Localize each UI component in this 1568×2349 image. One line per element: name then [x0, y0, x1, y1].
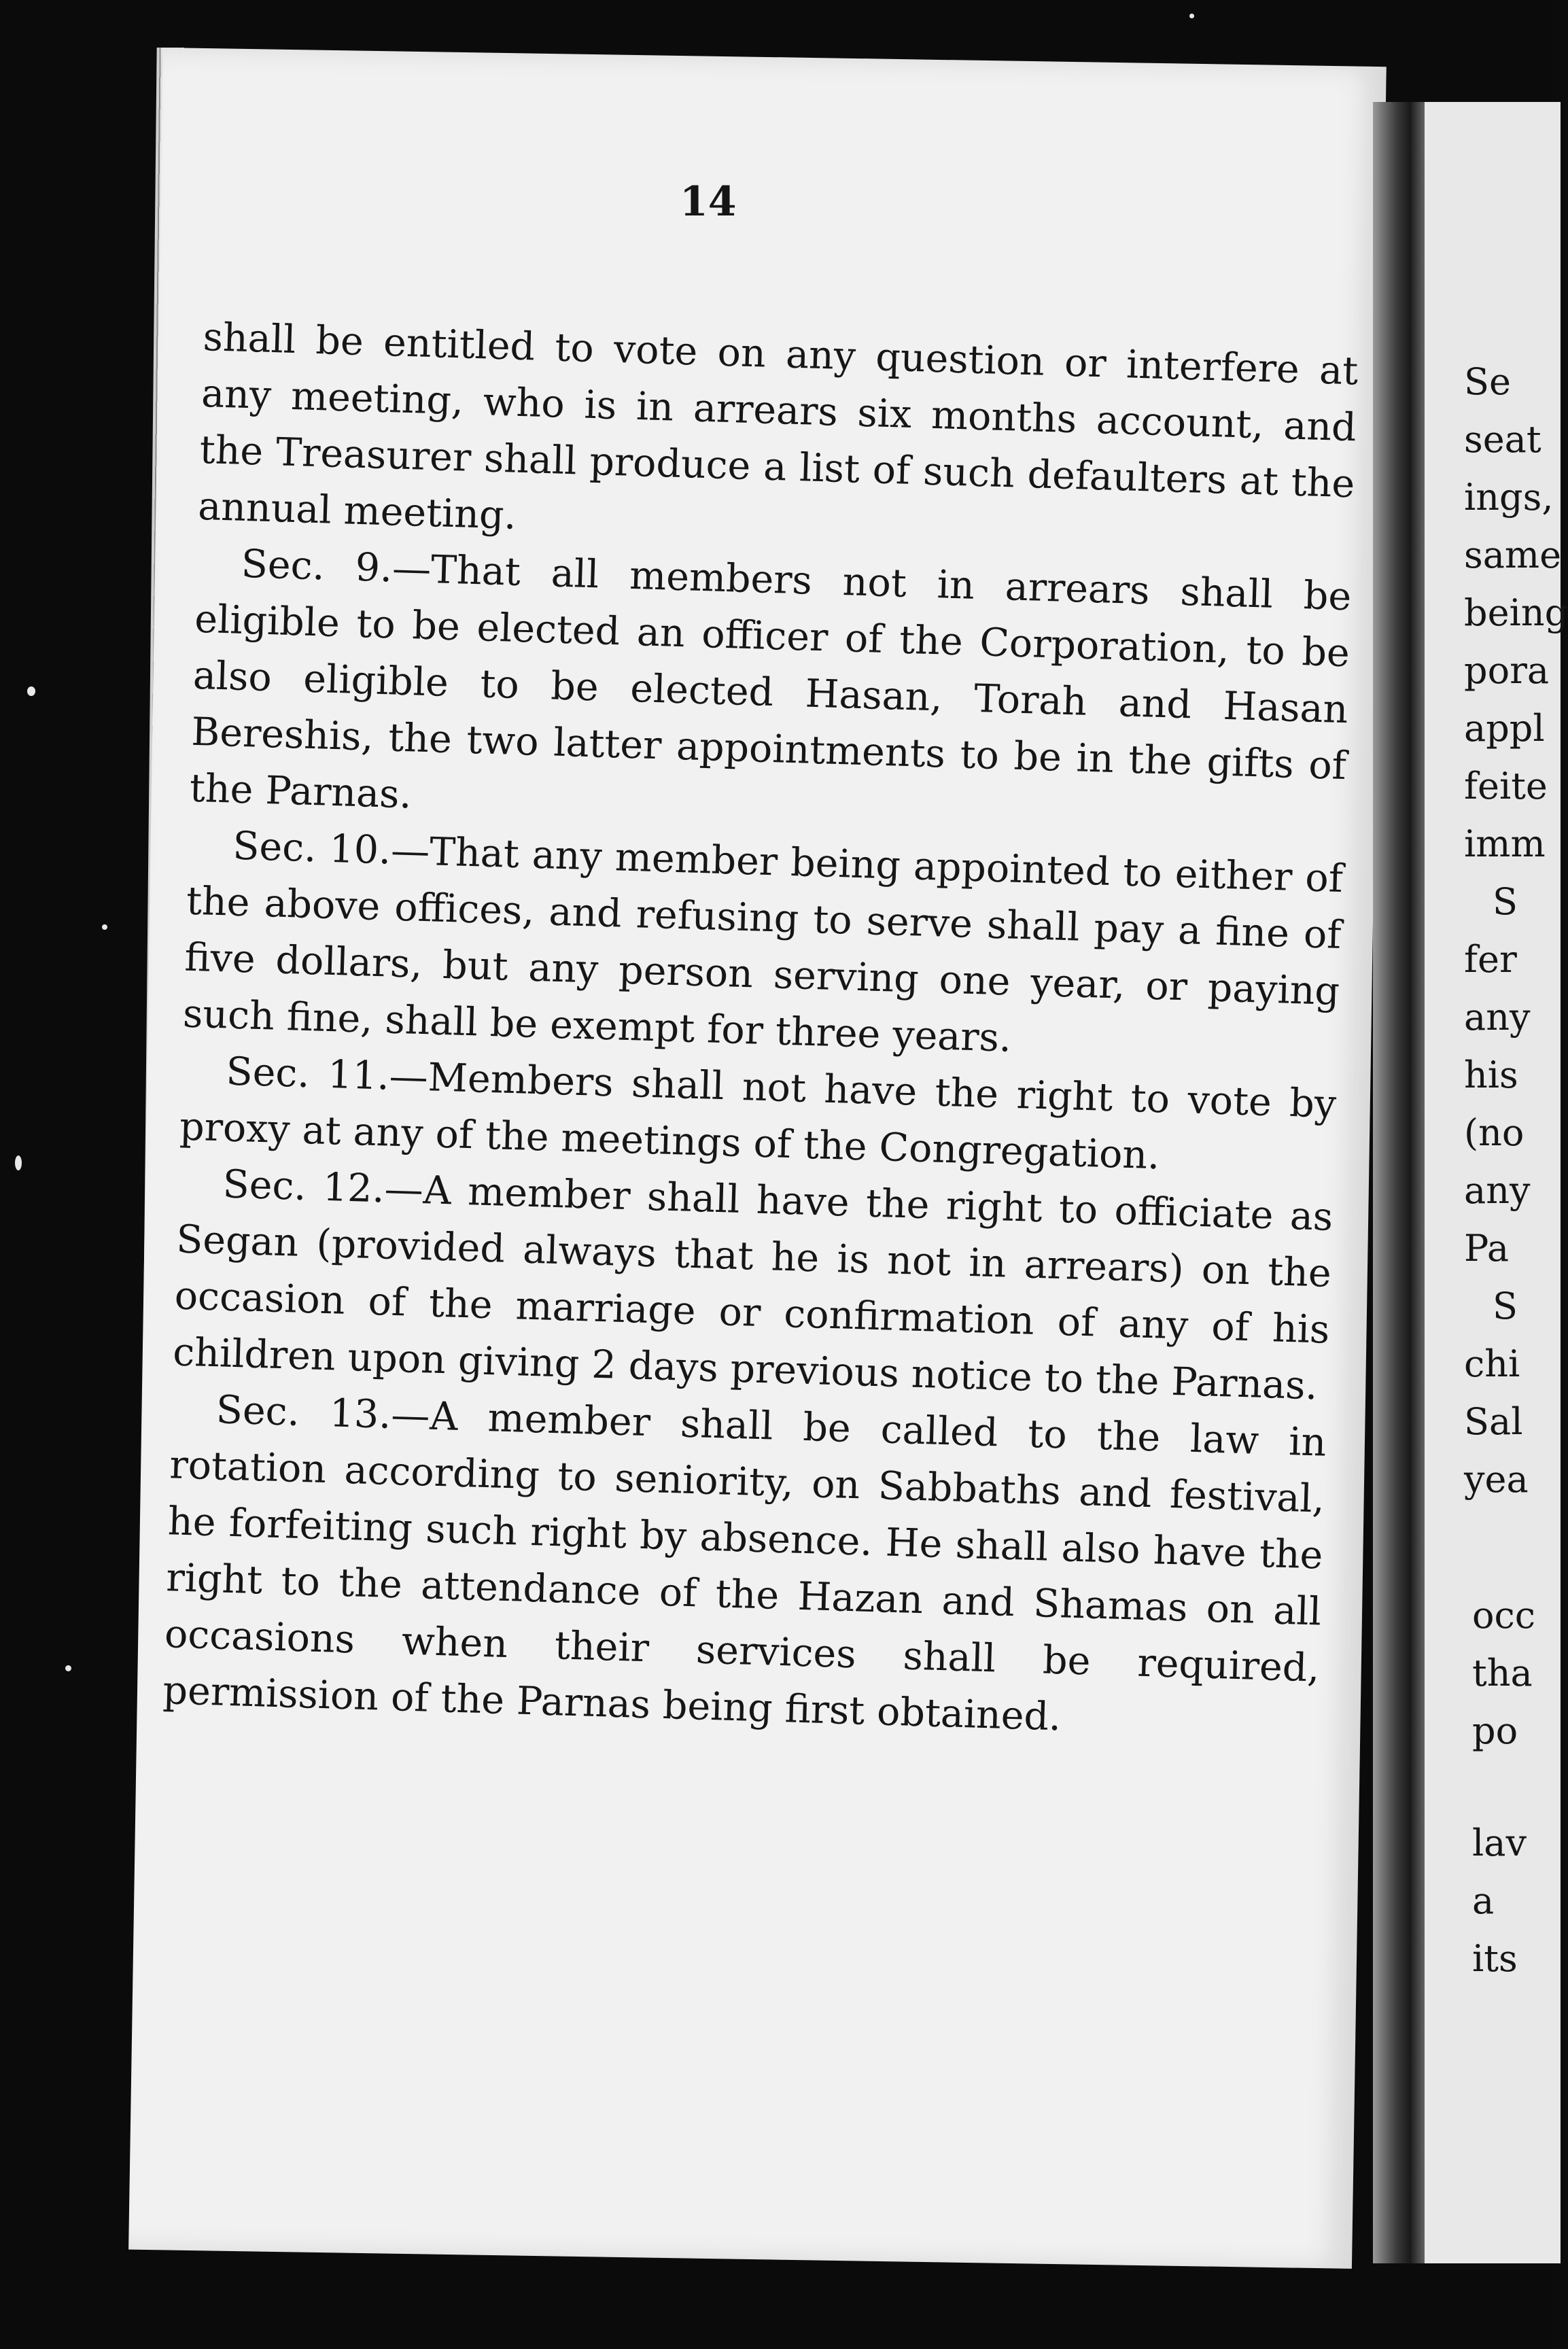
facing-page	[1425, 102, 1568, 2263]
facing-line: appl	[1464, 707, 1545, 750]
facing-line: same	[1464, 534, 1562, 576]
paragraph-sec-12: Sec. 12.—A member shall have the right to officiate as Segan (provided always that he is not in arrears) on the occasion of the marriage or confirmation of any of his children upon giving 2 days previous notice to the Parnas.	[172, 1162, 1334, 1409]
page-number: 14	[680, 178, 737, 226]
facing-line: Sal	[1464, 1400, 1523, 1443]
dust-speck	[27, 686, 35, 696]
dust-speck	[65, 1665, 71, 1671]
facing-line: tha	[1472, 1652, 1533, 1694]
dust-speck	[1189, 14, 1194, 18]
facing-line: Se	[1464, 360, 1511, 403]
facing-line: imm	[1464, 822, 1546, 865]
facing-line: yea	[1464, 1458, 1529, 1501]
paragraph-sec-13: Sec. 13.—A member shall be called to the law in rotation according to seniority, on Sabbaths and festival, he forfeiting such right by absence. He shall also have the right to the attendance of the Hazan and Shamas on all occasions when their services shall be required, permission of the Parnas being first obtained.	[162, 1387, 1327, 1740]
facing-line: any	[1464, 996, 1531, 1039]
facing-line: (no	[1464, 1111, 1525, 1154]
facing-line: occ	[1472, 1594, 1535, 1637]
dust-speck	[102, 924, 107, 930]
facing-line: lav	[1472, 1822, 1527, 1864]
paragraph-sec-11: Sec. 11.—Members shall not have the right to vote by proxy at any of the meetings of the Congregation.	[179, 1049, 1338, 1179]
facing-line: his	[1464, 1054, 1518, 1096]
facing-line: chi	[1464, 1342, 1520, 1385]
dust-speck	[15, 1155, 22, 1170]
facing-line: S	[1493, 1285, 1518, 1327]
facing-line: a	[1472, 1879, 1495, 1922]
book-gutter-shadow	[1373, 102, 1426, 2263]
paragraph-continuation: shall be entitled to vote on any question or interfere at any meeting, who is in arrears six months account, and the Treasurer shall produce a list of such defaulters at the annual meeting.	[197, 314, 1359, 538]
facing-line: fer	[1464, 938, 1517, 981]
facing-line: S	[1493, 880, 1518, 923]
paragraph-sec-9: Sec. 9.—That all members not in arrears shall be eligible to be elected an officer of the Corporation, to be also eligible to be elected Hasan, Torah and Hasan Bereshis, the two latter appointments to be in the gifts of the Parnas.	[189, 541, 1353, 818]
page-body-text	[162, 309, 1359, 1754]
facing-line: feite	[1464, 765, 1548, 807]
facing-line: being	[1464, 591, 1568, 634]
facing-line: any	[1464, 1169, 1531, 1212]
facing-line: its	[1472, 1937, 1518, 1980]
facing-line: ings,	[1464, 476, 1554, 519]
facing-line: po	[1472, 1709, 1518, 1752]
facing-line: seat	[1464, 418, 1541, 461]
paragraph-sec-10: Sec. 10.—That any member being appointed to either of the above offices, and refusing to serve shall pay a fine of five dollars, but any person serving one year, or paying such fine, shall be exempt for three years.	[182, 823, 1344, 1061]
facing-line: pora	[1464, 649, 1550, 692]
facing-line: Pa	[1464, 1227, 1510, 1270]
